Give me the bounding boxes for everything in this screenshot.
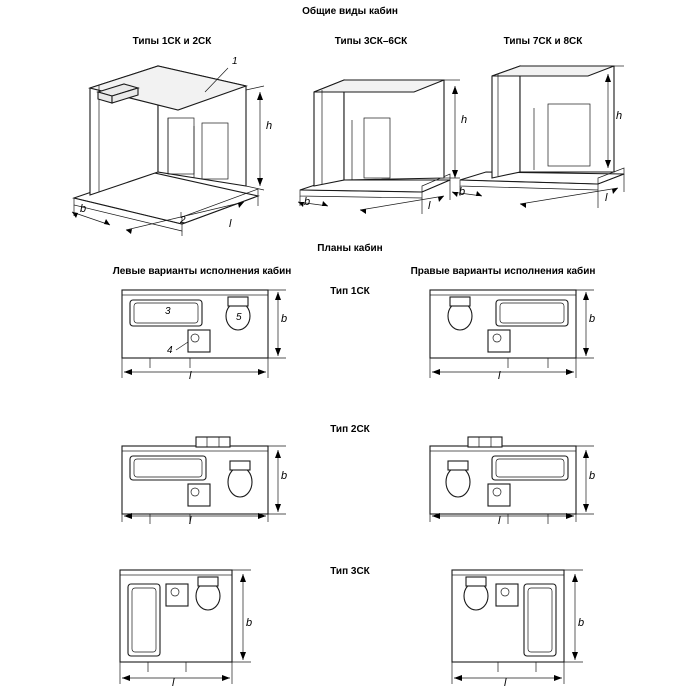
plan-2ck-left: [122, 437, 286, 524]
item-number-5: 5: [236, 312, 242, 323]
plan-2ck-right: [430, 437, 594, 524]
dim-l-view2: l: [428, 200, 431, 212]
dim-h-view1: h: [266, 120, 273, 132]
dim-b-1ck-left: b: [281, 313, 288, 325]
plan-3ck-right: [452, 570, 583, 684]
plan-3ck-left: [120, 570, 251, 684]
dim-l-3ck-left: l: [172, 677, 175, 689]
callout-1: 1: [232, 56, 238, 67]
dim-l-view3: l: [605, 192, 608, 204]
callout-2: 2: [180, 215, 186, 226]
isometric-view-7ck-8ck: [452, 66, 624, 208]
dim-l-2ck-left: l: [189, 515, 192, 527]
view-label-3ck-6ck: Типы 3СК–6СК: [334, 36, 408, 47]
dim-h-view3: h: [616, 110, 623, 122]
header-left-variants: Левые варианты исполнения кабин: [112, 266, 292, 277]
row-label-1ck: Тип 1СК: [330, 286, 370, 297]
dim-b-2ck-left: b: [281, 470, 288, 482]
plan-1ck-right: [430, 290, 594, 378]
title-plans: Планы кабин: [317, 243, 383, 254]
plan-1ck-left: [122, 290, 286, 378]
dim-b-3ck-left: b: [246, 617, 253, 629]
dim-l-2ck-right: l: [498, 515, 501, 527]
item-number-4: 4: [167, 345, 173, 356]
header-right-variants: Правые варианты исполнения кабин: [410, 266, 596, 277]
item-number-3: 3: [165, 306, 171, 317]
title-general-views: Общие виды кабин: [302, 6, 398, 17]
dim-b-view2: b: [304, 196, 311, 208]
dim-l-1ck-left: l: [189, 370, 192, 382]
dim-b-2ck-right: b: [589, 470, 596, 482]
view-label-7ck-8ck: Типы 7СК и 8СК: [503, 36, 583, 47]
dim-l-view1: l: [229, 218, 232, 230]
view-label-1ck-2ck: Типы 1СК и 2СК: [132, 36, 212, 47]
dim-l-1ck-right: l: [498, 370, 501, 382]
dim-b-1ck-right: b: [589, 313, 596, 325]
isometric-view-1ck-2ck: [72, 66, 264, 236]
dim-l-3ck-right: l: [504, 677, 507, 689]
dim-b-view3: b: [459, 186, 466, 198]
dim-b-3ck-right: b: [578, 617, 585, 629]
dim-h-view2: h: [461, 114, 468, 126]
row-label-2ck: Тип 2СК: [330, 424, 370, 435]
isometric-view-3ck-6ck: [298, 80, 460, 214]
row-label-3ck: Тип 3СК: [330, 566, 370, 577]
dim-b-view1: b: [80, 203, 87, 215]
